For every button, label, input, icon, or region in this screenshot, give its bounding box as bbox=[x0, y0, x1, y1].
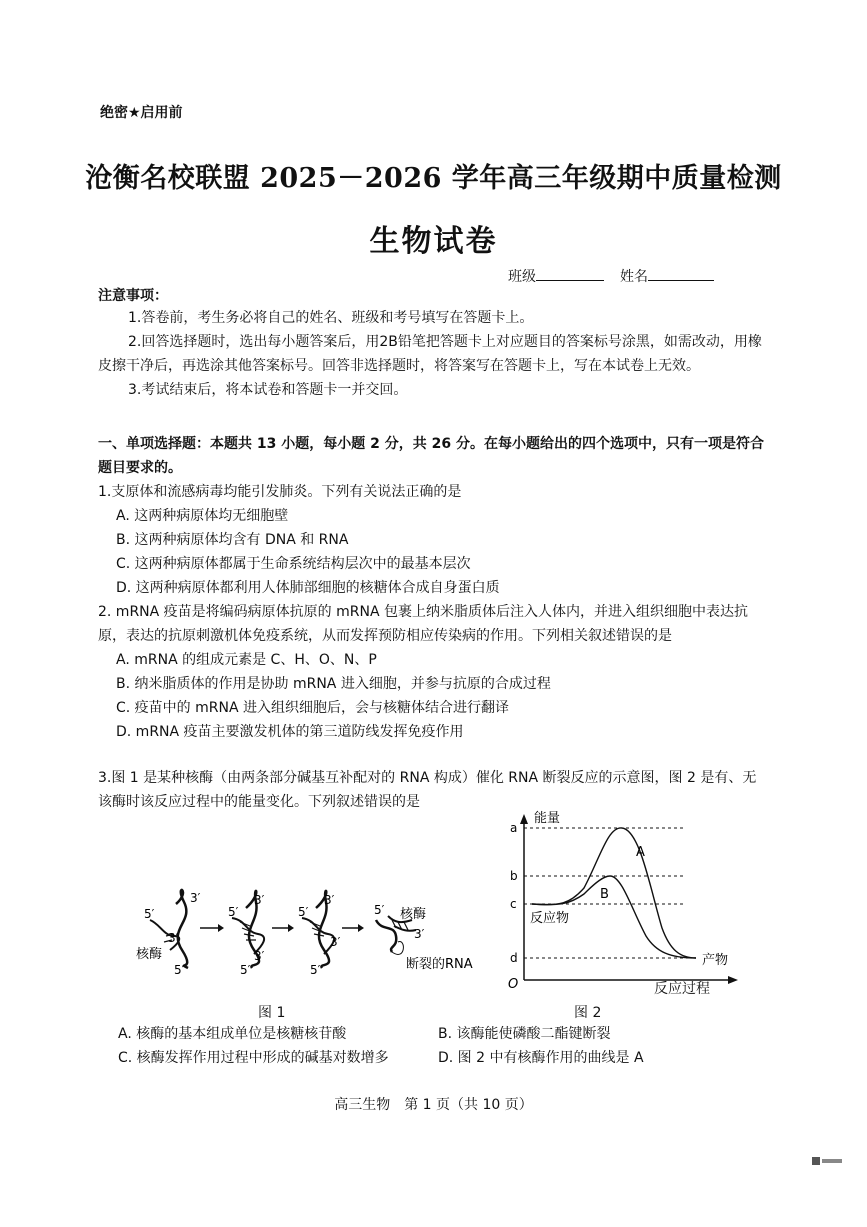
five-prime-label: 5′ bbox=[240, 963, 251, 977]
notice-item: 3.考试结束后，将本试卷和答题卡一并交回。 bbox=[128, 382, 408, 398]
notice-heading: 注意事项： bbox=[98, 288, 168, 304]
option-b: B. 该酶能使磷酸二酯键断裂 bbox=[438, 1026, 611, 1042]
x-axis-arrow bbox=[728, 976, 738, 984]
option-a: A. mRNA 的组成元素是 C、H、O、N、P bbox=[116, 652, 377, 668]
curve-a bbox=[532, 828, 696, 958]
confidential-mark: 绝密★启用前 bbox=[100, 105, 183, 121]
exam-subtitle: 生物试卷 bbox=[369, 224, 498, 259]
notice-item: 1.答卷前，考生务必将自己的姓名、班级和考号填写在答题卡上。 bbox=[128, 310, 534, 326]
three-prime-label: 3′ bbox=[414, 927, 425, 941]
five-prime-label: 5′ bbox=[374, 903, 385, 917]
option-b: B. 纳米脂质体的作用是协助 mRNA 进入细胞，并参与抗原的合成过程 bbox=[116, 676, 551, 692]
notice-item: 2.回答选择题时，选出每小题答案后，用2B铅笔把答题卡上对应题目的答案标号涂黑，如需改动，用橡皮擦干净后，再选涂其他答案标号。回答非选择题时，将答案写在答题卡上，写在本试卷上无效。 bbox=[98, 334, 762, 374]
curve-b-label: B bbox=[600, 887, 609, 902]
option-a: A. 这两种病原体均无细胞壁 bbox=[116, 508, 289, 524]
name-label: 姓名 bbox=[620, 269, 648, 285]
five-prime-label: 5′ bbox=[298, 905, 309, 919]
x-axis-label: 反应过程 bbox=[654, 981, 710, 997]
page-footer: 高三生物 第 1 页（共 10 页） bbox=[334, 1097, 533, 1113]
class-blank bbox=[536, 280, 604, 281]
ribozyme-label: 核酶 bbox=[400, 907, 427, 922]
figure-2-caption: 图 2 bbox=[574, 1005, 602, 1021]
class-name-fields bbox=[508, 266, 714, 286]
option-c: C. 核酶发挥作用过程中形成的碱基对数增多 bbox=[118, 1050, 389, 1066]
ribozyme-stage-4 bbox=[374, 903, 473, 972]
curve-a-label: A bbox=[636, 845, 645, 860]
three-prime-label: 3′ bbox=[168, 931, 179, 945]
origin-label: O bbox=[508, 977, 519, 992]
three-prime-label: 3′ bbox=[254, 949, 265, 963]
reactant-label: 反应物 bbox=[530, 911, 570, 926]
section-heading: 一、单项选择题：本题共 13 小题，每小题 2 分，共 26 分。在每小题给出的四个选项中，只有一项是符合题目要求的。 bbox=[98, 436, 764, 476]
exam-title: 沧衡名校联盟 2025－2026 学年高三年级期中质量检测 bbox=[85, 163, 782, 194]
ribozyme-label: 核酶 bbox=[136, 947, 163, 962]
name-blank bbox=[648, 280, 714, 281]
option-c: C. 这两种病原体都属于生命系统结构层次中的最基本层次 bbox=[116, 556, 471, 572]
figure-2 bbox=[500, 808, 750, 996]
arrow-head bbox=[288, 924, 294, 932]
level-b-label: b bbox=[510, 869, 518, 883]
class-label: 班级 bbox=[508, 269, 536, 285]
three-prime-label: 3′ bbox=[190, 891, 201, 905]
arrow-head bbox=[218, 924, 224, 932]
option-b: B. 这两种病原体均含有 DNA 和 RNA bbox=[116, 532, 349, 548]
question-1 bbox=[98, 480, 770, 600]
product-label: 产物 bbox=[702, 953, 729, 968]
y-axis-arrow bbox=[520, 814, 528, 824]
question-stem: 2. mRNA 疫苗是将编码病原体抗原的 mRNA 包裹上纳米脂质体后注入人体内，并进入组织细胞中表达抗原，表达的抗原刺激机体免疫系统，从而发挥预防相应传染病的作用。下列相关叙述错误的是 bbox=[98, 604, 748, 644]
three-prime-label: 3′ bbox=[254, 893, 265, 907]
y-axis-label: 能量 bbox=[534, 811, 561, 826]
five-prime-label: 5′ bbox=[174, 963, 185, 977]
option-c: C. 疫苗中的 mRNA 进入组织细胞后，会与核糖体结合进行翻译 bbox=[116, 700, 509, 716]
level-a-label: a bbox=[510, 821, 518, 835]
figure-1-caption: 图 1 bbox=[258, 1005, 286, 1021]
ribozyme-stage-2 bbox=[228, 891, 265, 977]
arrow-head bbox=[358, 924, 364, 932]
figure-1 bbox=[130, 880, 490, 990]
logo-watermark-icon bbox=[812, 1156, 844, 1166]
five-prime-label: 5′ bbox=[310, 963, 321, 977]
ribozyme-stage-1 bbox=[136, 890, 201, 977]
five-prime-label: 5′ bbox=[228, 905, 239, 919]
three-prime-label: 3′ bbox=[324, 893, 335, 907]
ribozyme-stage-3 bbox=[298, 891, 341, 977]
option-d: D. 图 2 中有核酶作用的曲线是 A bbox=[438, 1050, 644, 1066]
three-prime-label: 3′ bbox=[330, 935, 341, 949]
level-c-label: c bbox=[510, 897, 517, 911]
option-d: D. 这两种病原体都利用人体肺部细胞的核糖体合成自身蛋白质 bbox=[116, 580, 500, 596]
question-3-stem: 3.图 1 是某种核酶（由两条部分碱基互补配对的 RNA 构成）催化 RNA 断裂反应的示意图，图 2 是有、无该酶时该反应过程中的能量变化。下列叙述错误的是 bbox=[98, 770, 757, 810]
option-d: D. mRNA 疫苗主要激发机体的第三道防线发挥免疫作用 bbox=[116, 724, 464, 740]
option-a: A. 核酶的基本组成单位是核糖核苷酸 bbox=[118, 1026, 347, 1042]
cleaved-rna-label: 断裂的RNA bbox=[406, 957, 473, 972]
question-2 bbox=[98, 600, 770, 744]
question-stem: 1.支原体和流感病毒均能引发肺炎。下列有关说法正确的是 bbox=[98, 484, 462, 500]
five-prime-label: 5′ bbox=[144, 907, 155, 921]
notice-list bbox=[98, 306, 770, 402]
level-d-label: d bbox=[510, 951, 518, 965]
question-3-options bbox=[118, 1022, 678, 1070]
